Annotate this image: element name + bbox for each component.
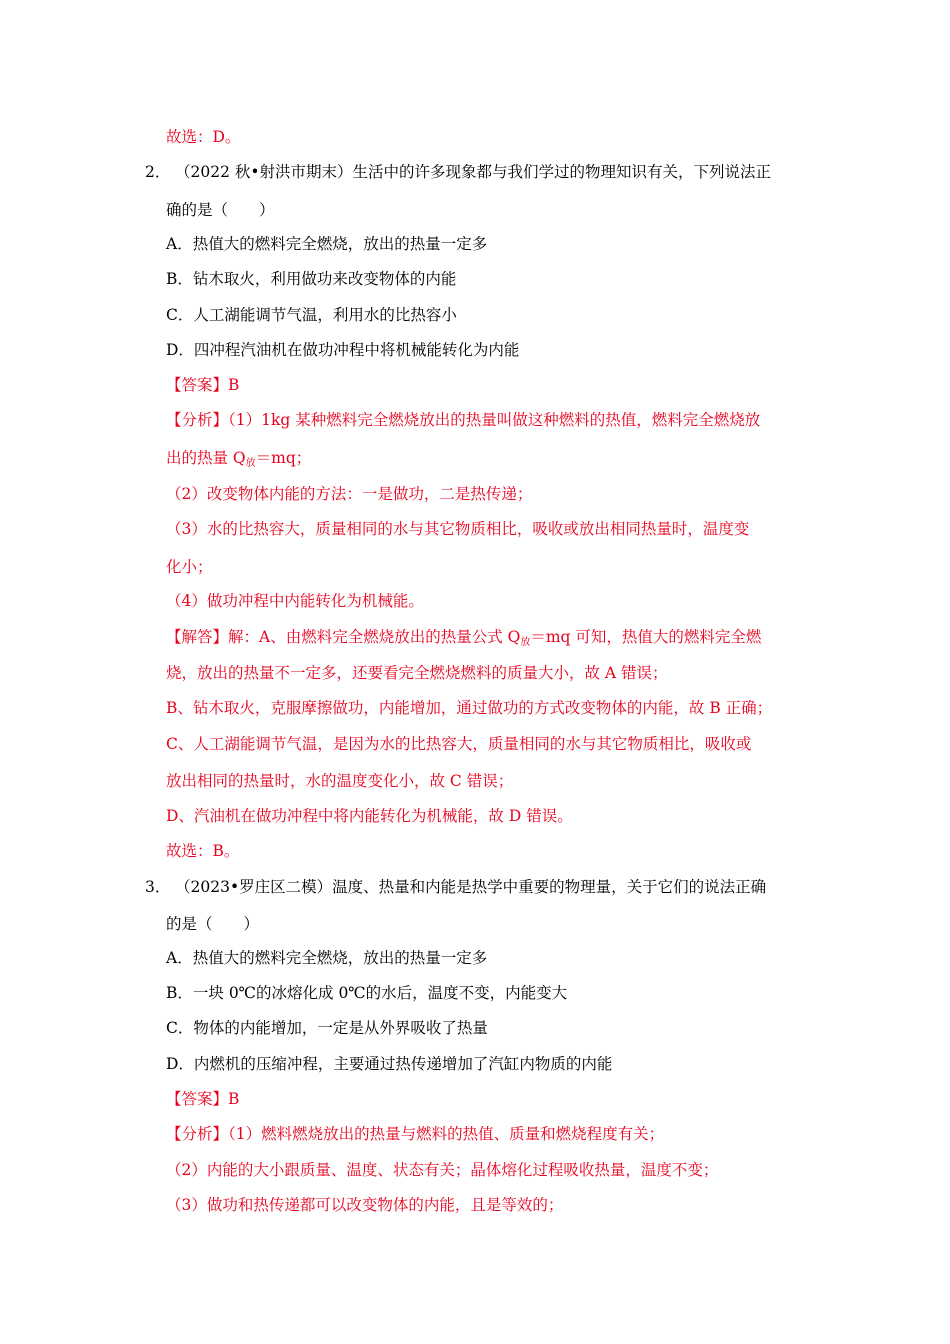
q2-analysis-4: （4）做功冲程中内能转化为机械能。 — [166, 592, 424, 610]
q2-conclusion: 故选：B。 — [166, 842, 240, 860]
q2-solution-2: B、钻木取火，克服摩擦做功，内能增加，通过做功的方式改变物体的内能，故 B 正确； — [166, 699, 773, 717]
q3-analysis-1: 【分析】（1）燃料燃烧放出的热量与燃料的热值、质量和燃烧程度有关； — [166, 1125, 665, 1143]
q1-conclusion: 故选：D。 — [166, 128, 241, 146]
q2-analysis-1b-post: ＝mq； — [255, 449, 312, 467]
q2-solution-4: D、汽油机在做功冲程中将内能转化为机械能，故 D 错误。 — [166, 807, 573, 825]
q2-stem-line2: 确的是（ ） — [166, 201, 275, 219]
q3-option-b: B．一块 0℃的冰熔化成 0℃的水后，温度不变，内能变大 — [166, 984, 568, 1002]
q2-option-a: A．热值大的燃料完全燃烧，放出的热量一定多 — [166, 235, 488, 253]
q3-stem-line1: （2023•罗庄区二模）温度、热量和内能是热学中重要的物理量，关于它们的说法正确 — [175, 878, 767, 896]
q2-option-d: D．四冲程汽油机在做功冲程中将机械能转化为内能 — [166, 341, 520, 359]
q2-analysis-3a: （3）水的比热容大，质量相同的水与其它物质相比，吸收或放出相同热量时，温度变 — [166, 520, 750, 538]
q3-stem-line2: 的是（ ） — [166, 915, 260, 933]
q2-answer: 【答案】B — [166, 376, 240, 394]
q3-option-a: A．热值大的燃料完全燃烧，放出的热量一定多 — [166, 949, 488, 967]
q2-analysis-2: （2）改变物体内能的方法：一是做功，二是热传递； — [166, 485, 533, 503]
q2-solution-1a — [166, 627, 761, 647]
q2-option-c: C．人工湖能调节气温，利用水的比热容小 — [166, 306, 457, 324]
q2-number: 2． — [145, 163, 171, 181]
q3-analysis-3: （3）做功和热传递都可以改变物体的内能，且是等效的； — [166, 1196, 564, 1214]
q2-analysis-3b: 化小； — [166, 558, 213, 576]
q2-option-b: B．钻木取火，利用做功来改变物体的内能 — [166, 270, 457, 288]
q2-solution-1a-pre: 【解答】解：A、由燃料完全燃烧放出的热量公式 Q — [166, 628, 521, 646]
q2-solution-1b: 烧，放出的热量不一定多，还要看完全燃烧燃料的质量大小，故 A 错误； — [166, 664, 668, 682]
q2-analysis-1b-sub: 放 — [245, 458, 256, 469]
q3-analysis-2: （2）内能的大小跟质量、温度、状态有关；晶体熔化过程吸收热量，温度不变； — [166, 1161, 719, 1179]
q2-solution-3b: 放出相同的热量时，水的温度变化小，故 C 错误； — [166, 772, 514, 790]
q2-analysis-1b-pre: 出的热量 Q — [166, 449, 246, 467]
q3-option-c: C．物体的内能增加，一定是从外界吸收了热量 — [166, 1019, 488, 1037]
q2-solution-1a-sub: 放 — [520, 637, 531, 648]
q3-option-d: D．内燃机的压缩冲程，主要通过热传递增加了汽缸内物质的内能 — [166, 1055, 613, 1073]
q2-solution-3a: C、人工湖能调节气温，是因为水的比热容大，质量相同的水与其它物质相比，吸收或 — [166, 735, 752, 753]
q2-analysis-1a: 【分析】（1）1kg 某种燃料完全燃烧放出的热量叫做这种燃料的热值，燃料完全燃烧放 — [166, 411, 761, 429]
q2-solution-1a-post: ＝mq 可知，热值大的燃料完全燃 — [530, 628, 762, 646]
q2-analysis-1b — [166, 448, 311, 468]
q2-stem-line1: （2022 秋•射洪市期末）生活中的许多现象都与我们学过的物理知识有关，下列说法正 — [175, 163, 772, 181]
q3-answer: 【答案】B — [166, 1090, 240, 1108]
q3-number: 3． — [145, 878, 171, 896]
